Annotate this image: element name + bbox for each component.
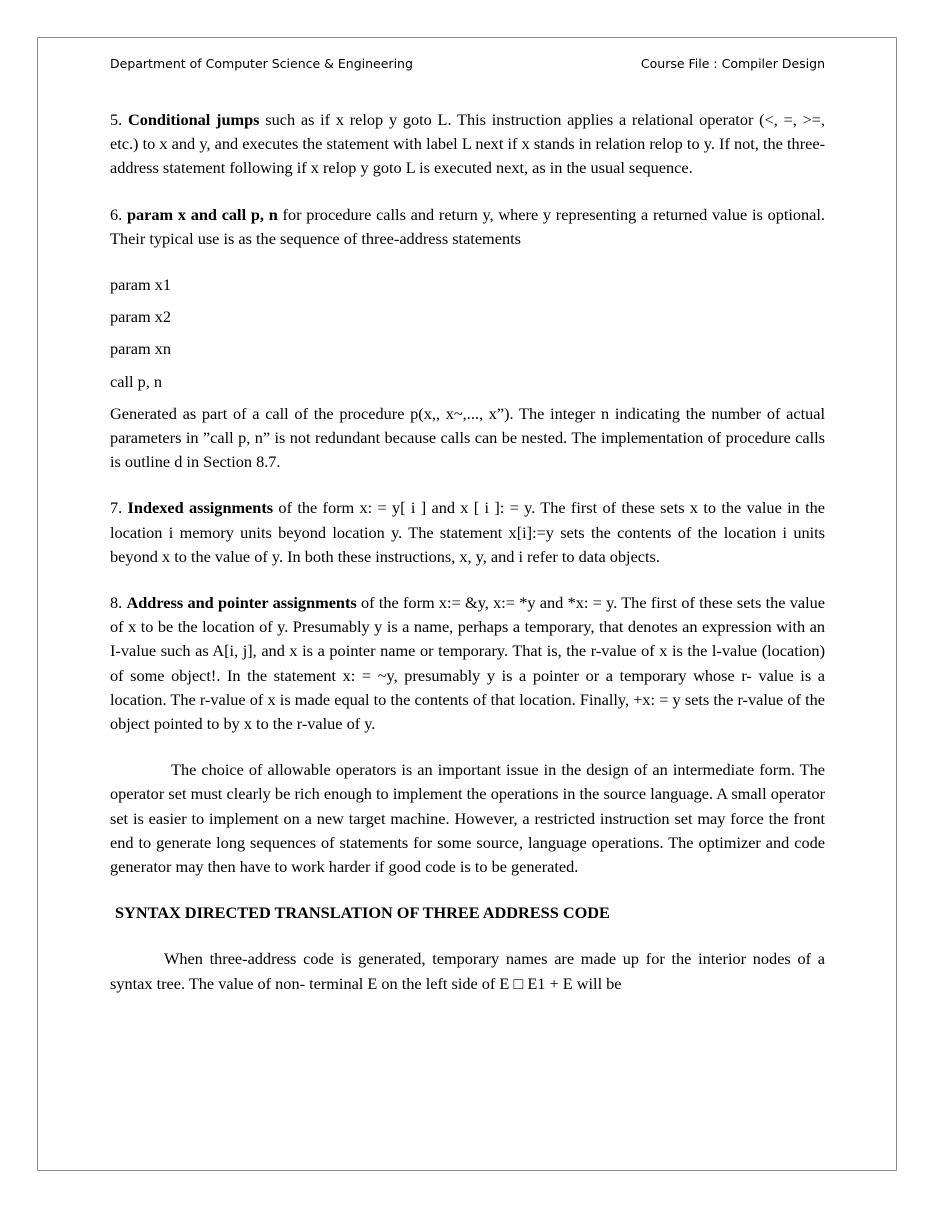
header-department: Department of Computer Science & Engineering	[110, 56, 413, 71]
section-heading: SYNTAX DIRECTED TRANSLATION OF THREE ADDRESS CODE	[115, 903, 610, 923]
item-7-term: Indexed assignments	[127, 498, 274, 518]
choice-paragraph: The choice of allowable operators is an important issue in the design of an intermediate form. The operator set must clearly be rich enough to implement the operations in the source language. A small operator set is easier to implement on a new target machine. However, a restricted instruction set may force the front end to generate long sequences of statements for some source, language operations. The optimizer and code generator may then have to work harder if good code is to be generated.	[110, 760, 825, 877]
item-5-conditional-jumps: 5. Conditional jumps such as if x relop y goto L. This instruction applies a relational operator (<, =, >=, etc.) to x and y, and executes the statement with label L next if x stands in relation relop to y. If not, the three-address statement following if x relop y goto L is executed next, as in the usual sequence.	[110, 110, 826, 178]
header-course-file: Course File : Compiler Design	[640, 56, 825, 71]
code-line: param x1	[110, 275, 172, 295]
item-6-term: param x and call p, n	[126, 204, 278, 224]
generated-paragraph: Generated as part of a call of the procedure p(x,, x~,..., x”). The integer n indicating the number of actual parameters in ”call p, n” is not redundant because calls can be nested. The implementation of procedure calls is outline d in Section 8.7.	[110, 403, 825, 472]
item-7-indexed-assignments: 7. Indexed assignments of the form x: = y[ i ] and x [ i ]: = y. The first of these sets x to the value in the location i memory units beyond location y. The statement x[i]:=y sets the contents of the location i units beyond x to the value of y. In both these instructions, x, y, and i refer to data objects.	[110, 498, 825, 566]
code-line: param x2	[110, 307, 172, 327]
code-line: call p, n	[110, 371, 162, 391]
code-line: param xn	[110, 339, 172, 359]
item-8-address-pointer-assignments: 8. Address and pointer assignments of the form x:= &y, x:= *y and *x: = y. The first of these sets the value of x to be the location of y. Presumably y is a name, perhaps a temporary, that denotes an expression with an I-value such as A[i, j], and x is a pointer name or temporary. That is, the r-value of x is the l-value (location) of some object!. In the statement x: = ~y, presumably y is a pointer or a temporary whose r- value is a location. The r-value of x is made equal to the contents of that location. Finally, +x: = y sets the r-value of the object pointed to by x to the r-value of y.	[110, 593, 825, 734]
item-8-term: Address and pointer assignments	[126, 593, 357, 613]
item-6-param-call: 6. param x and call p, n for procedure calls and return y, where y representing a returned value is optional. Their typical use is as the sequence of three-address statements	[110, 204, 825, 248]
last-paragraph: When three-address code is generated, temporary names are made up for the interior nodes of a syntax tree. The value of non- terminal E on the left side of E □ E1 + E will be	[110, 949, 825, 993]
document-body	[110, 108, 825, 996]
item-5-term: Conditional jumps	[127, 110, 260, 129]
